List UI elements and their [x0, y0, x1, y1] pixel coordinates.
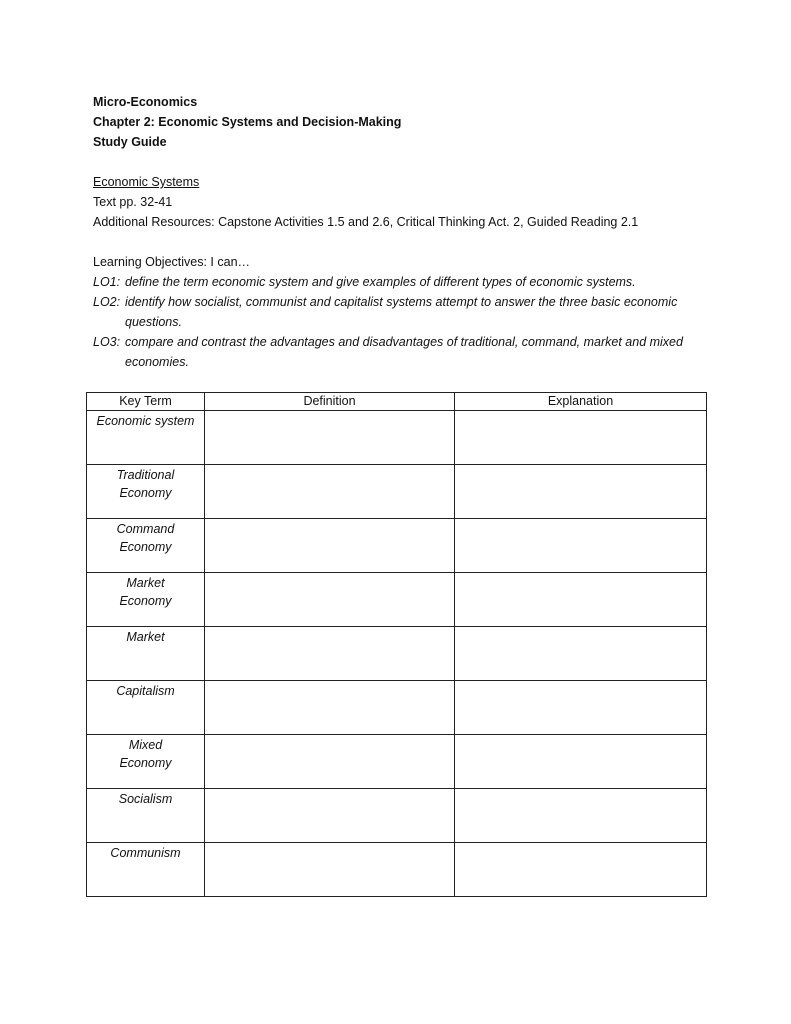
explanation-header: Explanation [455, 393, 707, 411]
table-row [87, 519, 707, 573]
key-term-header: Key Term [87, 393, 205, 411]
explanation-cell[interactable] [455, 465, 707, 519]
objective-text: compare and contrast the advantages and disadvantages of traditional, command, market and mixed economies. [125, 335, 683, 369]
table-row [87, 411, 707, 465]
explanation-cell[interactable] [455, 519, 707, 573]
definition-cell[interactable] [205, 627, 455, 681]
key-term-cell [87, 519, 205, 573]
section-title: Economic Systems [93, 175, 200, 189]
table-row [87, 681, 707, 735]
explanation-cell[interactable] [455, 411, 707, 465]
definition-cell[interactable] [205, 735, 455, 789]
explanation-cell[interactable] [455, 843, 707, 897]
learning-objective-1 [93, 272, 713, 292]
objective-code: LO2: [93, 295, 121, 309]
text-pages: Text pp. 32-41 [93, 195, 173, 209]
key-term: Traditional Economy [116, 468, 175, 500]
definition-cell[interactable] [205, 681, 455, 735]
table-row [87, 627, 707, 681]
explanation-cell[interactable] [455, 735, 707, 789]
doc-type-title: Study Guide [93, 135, 167, 149]
definition-cell[interactable] [205, 843, 455, 897]
key-term-cell [87, 735, 205, 789]
document-body [93, 92, 713, 372]
table-header-row [87, 393, 707, 411]
key-term-cell [87, 681, 205, 735]
key-term-cell [87, 789, 205, 843]
spacer [93, 232, 713, 252]
table-row [87, 573, 707, 627]
key-term-cell [87, 573, 205, 627]
table-row [87, 843, 707, 897]
explanation-cell[interactable] [455, 573, 707, 627]
objective-text: define the term economic system and give examples of different types of economic systems. [125, 275, 636, 289]
objective-text: identify how socialist, communist and capitalist systems attempt to answer the three basic economic questions. [125, 295, 678, 329]
key-term: Communism [110, 846, 181, 860]
key-terms-table [86, 392, 707, 897]
explanation-cell[interactable] [455, 681, 707, 735]
course-title: Micro-Economics [93, 95, 198, 109]
key-term-cell [87, 843, 205, 897]
explanation-cell[interactable] [455, 789, 707, 843]
explanation-cell[interactable] [455, 627, 707, 681]
table-row [87, 789, 707, 843]
key-term: Command Economy [116, 522, 175, 554]
learning-objective-2 [93, 292, 713, 332]
learning-objective-3 [93, 332, 713, 372]
definition-cell[interactable] [205, 573, 455, 627]
section-title-line [93, 172, 713, 192]
key-term: Socialism [118, 792, 173, 806]
key-term-cell [87, 627, 205, 681]
spacer [93, 152, 713, 172]
definition-cell[interactable] [205, 519, 455, 573]
table-row [87, 735, 707, 789]
objective-code: LO1: [93, 275, 121, 289]
key-term: Capitalism [116, 684, 175, 698]
table-row [87, 465, 707, 519]
objectives-intro: Learning Objectives: I can… [93, 255, 251, 269]
key-term-cell [87, 411, 205, 465]
key-term: Economic system [96, 414, 195, 428]
definition-cell[interactable] [205, 789, 455, 843]
objective-code: LO3: [93, 335, 121, 349]
key-term: Market [126, 630, 165, 644]
additional-resources: Additional Resources: Capstone Activities 1.5 and 2.6, Critical Thinking Act. 2, Guided Reading 2.1 [93, 215, 639, 229]
key-term: Mixed Economy [119, 738, 172, 770]
definition-cell[interactable] [205, 465, 455, 519]
chapter-title: Chapter 2: Economic Systems and Decision-Making [93, 115, 402, 129]
definition-header: Definition [205, 393, 455, 411]
key-term-cell [87, 465, 205, 519]
key-term: Market Economy [119, 576, 172, 608]
definition-cell[interactable] [205, 411, 455, 465]
